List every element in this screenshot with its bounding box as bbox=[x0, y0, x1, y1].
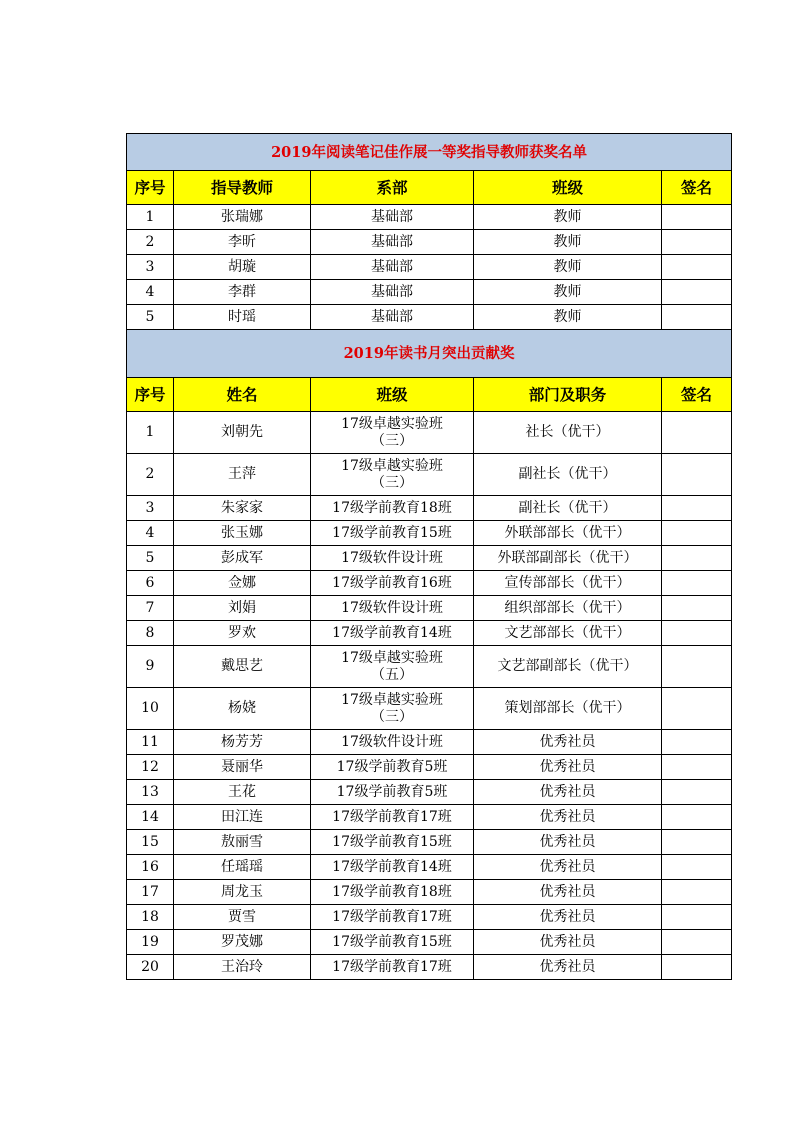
table-cell: 17级学前教育14班 bbox=[311, 621, 474, 646]
signature-cell[interactable] bbox=[662, 621, 732, 646]
table-cell: 宣传部部长（优干） bbox=[474, 571, 662, 596]
table-cell: 张瑞娜 bbox=[174, 205, 311, 230]
table-cell: 17级学前教育17班 bbox=[311, 905, 474, 930]
section-1-header-row bbox=[127, 171, 732, 205]
table-cell: 14 bbox=[127, 805, 174, 830]
table-cell: 胡璇 bbox=[174, 255, 311, 280]
table-row bbox=[127, 646, 732, 688]
table-cell: 优秀社员 bbox=[474, 755, 662, 780]
table-cell: 11 bbox=[127, 730, 174, 755]
table-cell: 教师 bbox=[474, 255, 662, 280]
table-cell: 17级学前教育5班 bbox=[311, 755, 474, 780]
table-cell: 敖丽雪 bbox=[174, 830, 311, 855]
table-cell: 王萍 bbox=[174, 454, 311, 496]
table-cell: 杨芳芳 bbox=[174, 730, 311, 755]
table-cell: 6 bbox=[127, 571, 174, 596]
signature-cell[interactable] bbox=[662, 205, 732, 230]
table-cell: 李群 bbox=[174, 280, 311, 305]
table-cell: 17级学前教育5班 bbox=[311, 780, 474, 805]
table-row bbox=[127, 730, 732, 755]
signature-cell[interactable] bbox=[662, 305, 732, 330]
table-cell: 优秀社员 bbox=[474, 830, 662, 855]
signature-cell[interactable] bbox=[662, 454, 732, 496]
table-cell: 王花 bbox=[174, 780, 311, 805]
table-row bbox=[127, 454, 732, 496]
signature-cell[interactable] bbox=[662, 230, 732, 255]
signature-cell[interactable] bbox=[662, 905, 732, 930]
table-cell: 策划部部长（优干） bbox=[474, 688, 662, 730]
table-cell: 5 bbox=[127, 546, 174, 571]
table-row bbox=[127, 880, 732, 905]
section-2-title-row bbox=[127, 330, 732, 378]
table-cell: 优秀社员 bbox=[474, 730, 662, 755]
table-cell: 2 bbox=[127, 230, 174, 255]
column-header: 班级 bbox=[311, 378, 474, 412]
table-cell: 罗茂娜 bbox=[174, 930, 311, 955]
table-cell: 李昕 bbox=[174, 230, 311, 255]
table-cell: 1 bbox=[127, 412, 174, 454]
table-cell: 17级学前教育15班 bbox=[311, 930, 474, 955]
table-cell: 贾雪 bbox=[174, 905, 311, 930]
table-cell: 16 bbox=[127, 855, 174, 880]
column-header: 序号 bbox=[127, 171, 174, 205]
table-row bbox=[127, 412, 732, 454]
table-cell: 5 bbox=[127, 305, 174, 330]
table-cell: 王治玲 bbox=[174, 955, 311, 980]
signature-cell[interactable] bbox=[662, 688, 732, 730]
table-row bbox=[127, 830, 732, 855]
table-cell: 3 bbox=[127, 496, 174, 521]
table-cell: 17级卓越实验班（五） bbox=[311, 646, 474, 688]
signature-cell[interactable] bbox=[662, 596, 732, 621]
signature-cell[interactable] bbox=[662, 805, 732, 830]
table-row bbox=[127, 305, 732, 330]
table-cell: 时瑶 bbox=[174, 305, 311, 330]
table-cell: 文艺部部长（优干） bbox=[474, 621, 662, 646]
table-cell: 18 bbox=[127, 905, 174, 930]
column-header: 序号 bbox=[127, 378, 174, 412]
column-header: 签名 bbox=[662, 171, 732, 205]
table-cell: 刘朝先 bbox=[174, 412, 311, 454]
award-table-body bbox=[127, 134, 732, 980]
table-cell: 17级学前教育18班 bbox=[311, 496, 474, 521]
table-cell: 7 bbox=[127, 596, 174, 621]
table-cell: 优秀社员 bbox=[474, 930, 662, 955]
table-cell: 4 bbox=[127, 280, 174, 305]
table-cell: 聂丽华 bbox=[174, 755, 311, 780]
table-row bbox=[127, 571, 732, 596]
table-cell: 基础部 bbox=[311, 305, 474, 330]
table-row bbox=[127, 546, 732, 571]
table-row bbox=[127, 905, 732, 930]
signature-cell[interactable] bbox=[662, 412, 732, 454]
table-cell: 朱家家 bbox=[174, 496, 311, 521]
table-cell: 基础部 bbox=[311, 255, 474, 280]
section-title: 2019年阅读笔记佳作展一等奖指导教师获奖名单 bbox=[127, 134, 732, 171]
signature-cell[interactable] bbox=[662, 880, 732, 905]
table-cell: 田江连 bbox=[174, 805, 311, 830]
section-title: 2019年读书月突出贡献奖 bbox=[127, 330, 732, 378]
table-cell: 2 bbox=[127, 454, 174, 496]
table-cell: 17级软件设计班 bbox=[311, 546, 474, 571]
table-cell: 13 bbox=[127, 780, 174, 805]
signature-cell[interactable] bbox=[662, 255, 732, 280]
table-cell: 4 bbox=[127, 521, 174, 546]
table-cell: 12 bbox=[127, 755, 174, 780]
column-header: 姓名 bbox=[174, 378, 311, 412]
signature-cell[interactable] bbox=[662, 830, 732, 855]
table-cell: 教师 bbox=[474, 305, 662, 330]
table-cell: 17级学前教育16班 bbox=[311, 571, 474, 596]
table-cell: 17 bbox=[127, 880, 174, 905]
table-cell: 17级软件设计班 bbox=[311, 730, 474, 755]
signature-cell[interactable] bbox=[662, 280, 732, 305]
table-cell: 副社长（优干） bbox=[474, 496, 662, 521]
table-cell: 彭成军 bbox=[174, 546, 311, 571]
table-cell: 基础部 bbox=[311, 230, 474, 255]
table-cell: 外联部部长（优干） bbox=[474, 521, 662, 546]
table-cell: 张玉娜 bbox=[174, 521, 311, 546]
table-cell: 优秀社员 bbox=[474, 955, 662, 980]
table-cell: 8 bbox=[127, 621, 174, 646]
signature-cell[interactable] bbox=[662, 546, 732, 571]
table-cell: 19 bbox=[127, 930, 174, 955]
table-row bbox=[127, 805, 732, 830]
table-row bbox=[127, 255, 732, 280]
table-cell: 15 bbox=[127, 830, 174, 855]
signature-cell[interactable] bbox=[662, 955, 732, 980]
signature-cell[interactable] bbox=[662, 755, 732, 780]
table-cell: 10 bbox=[127, 688, 174, 730]
section-1-title-row bbox=[127, 134, 732, 171]
table-row bbox=[127, 521, 732, 546]
table-cell: 17级卓越实验班（三） bbox=[311, 454, 474, 496]
table-cell: 17级学前教育18班 bbox=[311, 880, 474, 905]
table-cell: 副社长（优干） bbox=[474, 454, 662, 496]
column-header: 指导教师 bbox=[174, 171, 311, 205]
signature-cell[interactable] bbox=[662, 521, 732, 546]
table-cell: 社长（优干） bbox=[474, 412, 662, 454]
signature-cell[interactable] bbox=[662, 496, 732, 521]
table-cell: 基础部 bbox=[311, 280, 474, 305]
section-2-header-row bbox=[127, 378, 732, 412]
column-header: 系部 bbox=[311, 171, 474, 205]
table-row bbox=[127, 596, 732, 621]
signature-cell[interactable] bbox=[662, 855, 732, 880]
table-cell: 罗欢 bbox=[174, 621, 311, 646]
table-cell: 教师 bbox=[474, 280, 662, 305]
signature-cell[interactable] bbox=[662, 730, 732, 755]
table-cell: 17级卓越实验班（三） bbox=[311, 688, 474, 730]
table-row bbox=[127, 230, 732, 255]
table-cell: 佥娜 bbox=[174, 571, 311, 596]
table-cell: 周龙玉 bbox=[174, 880, 311, 905]
table-row bbox=[127, 280, 732, 305]
table-row bbox=[127, 496, 732, 521]
table-cell: 任瑶瑶 bbox=[174, 855, 311, 880]
table-cell: 组织部部长（优干） bbox=[474, 596, 662, 621]
award-table bbox=[126, 133, 732, 980]
table-cell: 17级学前教育15班 bbox=[311, 830, 474, 855]
table-cell: 优秀社员 bbox=[474, 780, 662, 805]
table-cell: 外联部副部长（优干） bbox=[474, 546, 662, 571]
table-row bbox=[127, 621, 732, 646]
table-cell: 优秀社员 bbox=[474, 805, 662, 830]
table-row bbox=[127, 780, 732, 805]
table-cell: 刘娟 bbox=[174, 596, 311, 621]
signature-cell[interactable] bbox=[662, 646, 732, 688]
table-cell: 基础部 bbox=[311, 205, 474, 230]
table-cell: 1 bbox=[127, 205, 174, 230]
table-row bbox=[127, 755, 732, 780]
table-cell: 17级学前教育14班 bbox=[311, 855, 474, 880]
column-header: 班级 bbox=[474, 171, 662, 205]
column-header: 部门及职务 bbox=[474, 378, 662, 412]
signature-cell[interactable] bbox=[662, 930, 732, 955]
table-cell: 优秀社员 bbox=[474, 855, 662, 880]
table-cell: 优秀社员 bbox=[474, 905, 662, 930]
table-row bbox=[127, 205, 732, 230]
table-cell: 戴思艺 bbox=[174, 646, 311, 688]
table-cell: 教师 bbox=[474, 230, 662, 255]
table-row bbox=[127, 930, 732, 955]
table-cell: 文艺部副部长（优干） bbox=[474, 646, 662, 688]
table-cell: 17级软件设计班 bbox=[311, 596, 474, 621]
table-cell: 9 bbox=[127, 646, 174, 688]
table-cell: 优秀社员 bbox=[474, 880, 662, 905]
table-cell: 17级学前教育15班 bbox=[311, 521, 474, 546]
signature-cell[interactable] bbox=[662, 571, 732, 596]
table-cell: 杨娆 bbox=[174, 688, 311, 730]
table-row bbox=[127, 955, 732, 980]
table-cell: 17级卓越实验班（三） bbox=[311, 412, 474, 454]
table-cell: 17级学前教育17班 bbox=[311, 805, 474, 830]
table-cell: 17级学前教育17班 bbox=[311, 955, 474, 980]
table-row bbox=[127, 688, 732, 730]
table-row bbox=[127, 855, 732, 880]
signature-cell[interactable] bbox=[662, 780, 732, 805]
table-cell: 20 bbox=[127, 955, 174, 980]
column-header: 签名 bbox=[662, 378, 732, 412]
table-cell: 3 bbox=[127, 255, 174, 280]
table-cell: 教师 bbox=[474, 205, 662, 230]
